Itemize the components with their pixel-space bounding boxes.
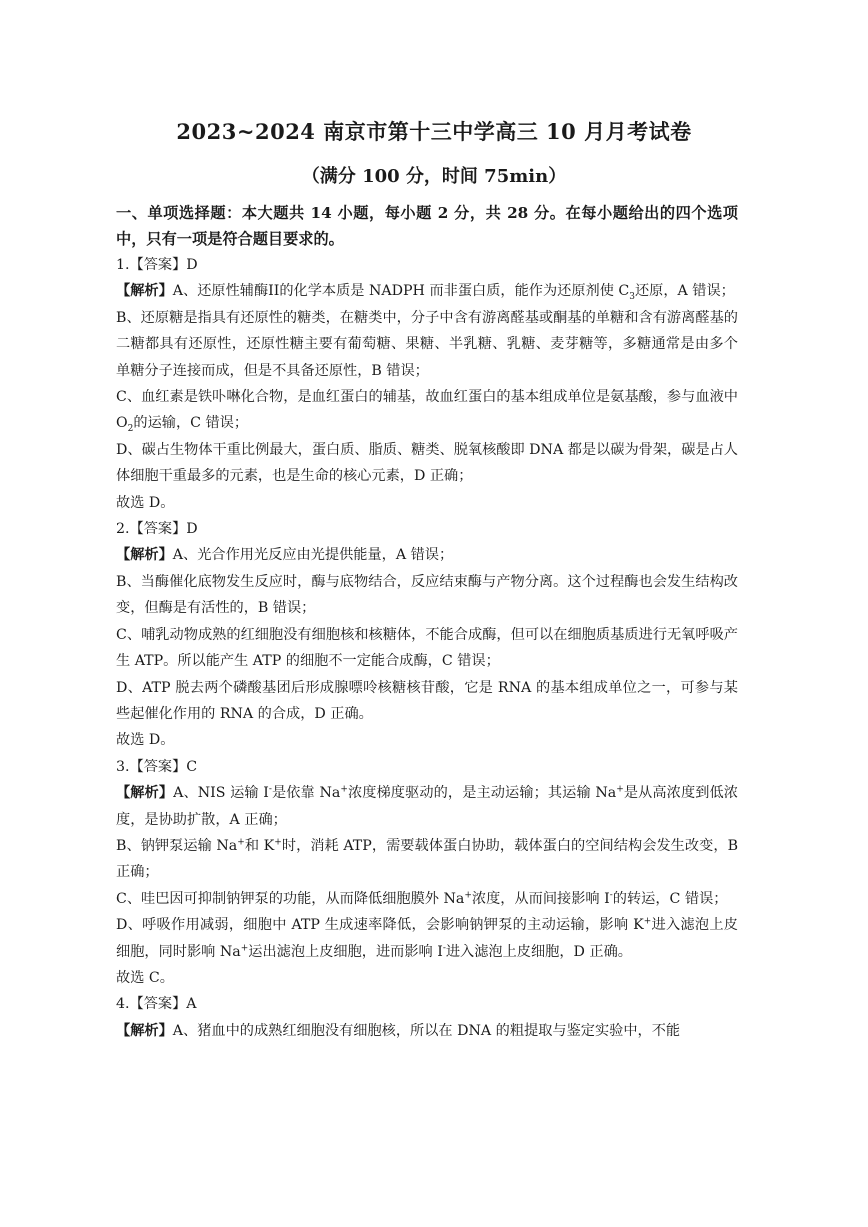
q1-conclusion: 故选 D。: [116, 494, 175, 511]
q2-analysis-a: 【解析】A、光合作用光反应由光提供能量，A 错误；: [116, 547, 454, 564]
analysis-label: 【解析】: [116, 1022, 173, 1039]
q3-answer: 3.【答案】C: [116, 758, 198, 775]
section-heading: 一、单项选择题：本大题共 14 小题，每小题 2 分，共 28 分。在每小题给出的四个选项中，只有一项是符合题目要求的。: [116, 204, 738, 248]
q3-analysis-c: C、哇巴因可抑制钠钾泵的功能，从而降低细胞膜外 Na+浓度，从而间接影响 I-的转运，C 错误；: [116, 890, 728, 907]
analysis-label: 【解析】: [116, 283, 173, 300]
q1-analysis-d: D、碳占生物体干重比例最大，蛋白质、脂质、糖类、脱氧核酸即 DNA 都是以碳为骨架，碳是占人体细胞干重最多的元素，也是生命的核心元素，D 正确；: [116, 441, 738, 485]
analysis-label: 【解析】: [116, 547, 173, 564]
q1-analysis-a: 【解析】A、还原性辅酶II的化学本质是 NADPH 而非蛋白质，能作为还原剂使 $C_3$还原，A 错误；: [116, 283, 735, 303]
q1-answer: 1.【答案】D: [116, 257, 198, 273]
q3-conclusion: 故选 C。: [116, 969, 174, 986]
q4-answer: 4.【答案】A: [116, 996, 197, 1013]
q2-answer: 2.【答案】D: [116, 521, 198, 538]
q2-analysis-b: B、当酶催化底物发生反应时，酶与底物结合，反应结束酶与产物分离。这个过程酶也会发生结构改变，但酶是有活性的，B 错误；: [116, 573, 738, 617]
analysis-label: 【解析】: [116, 785, 174, 802]
page-title: 2023~2024 南京市第十三中学高三 10 月月考试卷: [176, 119, 692, 144]
q1-analysis-c: C、血红素是铁卟啉化合物，是血红蛋白的辅基，故血红蛋白的基本组成单位是氨基酸，参与血液中 $O_2$的运输，C 错误；: [116, 389, 738, 435]
document-body: [116, 200, 738, 1044]
q3-analysis-a: 【解析】A、NIS 运输 I-是依靠 Na+浓度梯度驱动的，是主动运输；其运输 Na+是从高浓度到低浓度，是协助扩散，A 正确；: [116, 784, 738, 828]
q4-analysis-a: 【解析】A、猪血中的成熟红细胞没有细胞核，所以在 DNA 的粗提取与鉴定实验中，不能: [116, 1022, 681, 1039]
q3-analysis-d: D、呼吸作用减弱，细胞中 ATP 生成速率降低，会影响钠钾泵的主动运输，影响 K+进入滤泡上皮细胞，同时影响 Na+运出滤泡上皮细胞，进而影响 I-进入滤泡上皮细胞，D 正确。: [116, 916, 738, 960]
page-subtitle: （满分 100 分，时间 75min）: [301, 166, 567, 187]
q3-analysis-b: B、钠钾泵运输 Na+和 K+时，消耗 ATP，需要载体蛋白协助，载体蛋白的空间结构会发生改变，B 正确；: [116, 837, 739, 881]
q2-analysis-d: D、ATP 脱去两个磷酸基团后形成腺嘌呤核糖核苷酸，它是 RNA 的基本组成单位之一，可参与某些起催化作用的 RNA 的合成，D 正确。: [116, 679, 738, 722]
q2-analysis-c: C、哺乳动物成熟的红细胞没有细胞核和核糖体，不能合成酶，但可以在细胞质基质进行无氧呼吸产生 ATP。所以能产生 ATP 的细胞不一定能合成酶，C 错误；: [116, 626, 738, 670]
q1-analysis-b: B、还原糖是指具有还原性的糖类，在糖类中，分子中含有游离醛基或酮基的单糖和含有游离醛基的二糖都具有还原性，还原性糖主要有葡萄糖、果糖、半乳糖、乳糖、麦芽糖等，多糖通常是由多个单糖分子连接而成，但是不具备还原性，B 错误；: [116, 309, 738, 379]
q2-conclusion: 故选 D。: [116, 732, 175, 749]
